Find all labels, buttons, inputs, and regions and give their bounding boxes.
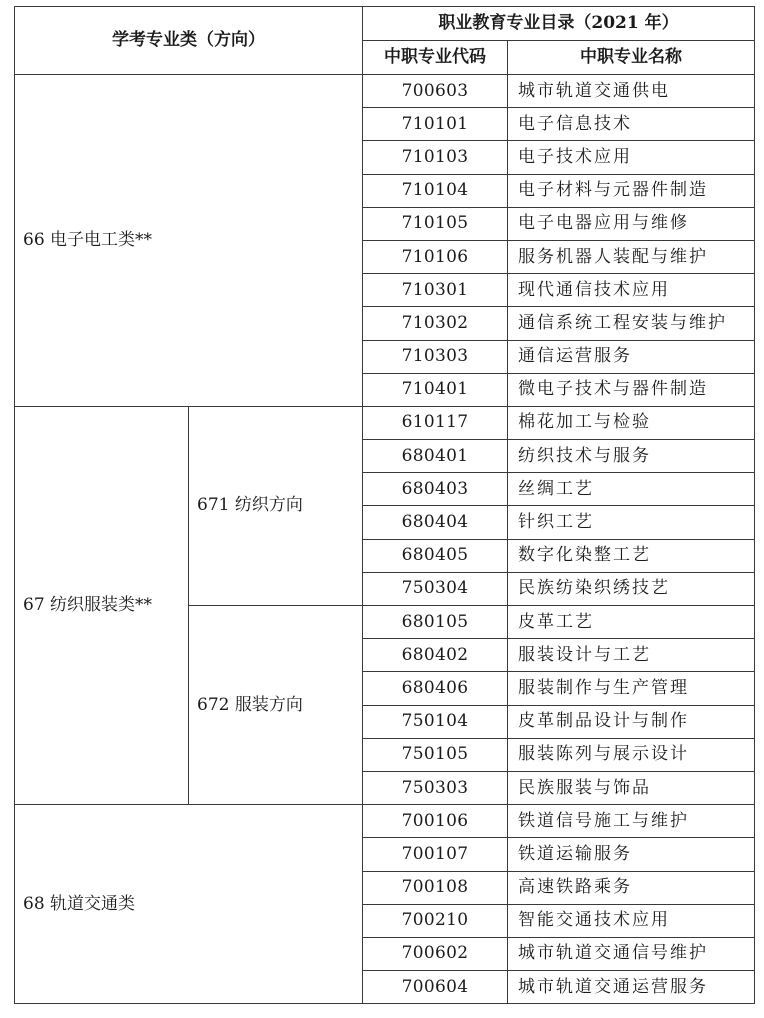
major-code-cell: 680105 — [363, 606, 508, 639]
header-catalog-title: 职业教育专业目录（2021 年） — [363, 7, 755, 41]
major-code-cell: 680405 — [363, 539, 508, 572]
major-name-cell: 民族纺染织绣技艺 — [508, 572, 755, 605]
major-name-cell: 通信系统工程安装与维护 — [508, 307, 755, 340]
major-name-cell: 服装陈列与展示设计 — [508, 738, 755, 771]
major-name-cell: 铁道运输服务 — [508, 838, 755, 871]
major-name-cell: 服务机器人装配与维护 — [508, 240, 755, 273]
major-name-cell: 针织工艺 — [508, 506, 755, 539]
major-code-cell: 680404 — [363, 506, 508, 539]
major-catalog-table — [14, 6, 755, 1004]
major-code-cell: 700108 — [363, 871, 508, 904]
major-name-cell: 高速铁路乘务 — [508, 871, 755, 904]
direction-cell: 671 纺织方向 — [189, 406, 363, 605]
major-name-cell: 纺织技术与服务 — [508, 440, 755, 473]
major-name-cell: 民族服装与饰品 — [508, 771, 755, 804]
major-name-cell: 城市轨道交通运营服务 — [508, 971, 755, 1004]
major-code-cell: 700210 — [363, 904, 508, 937]
major-code-cell: 710101 — [363, 108, 508, 141]
major-name-cell: 电子信息技术 — [508, 108, 755, 141]
direction-cell: 672 服装方向 — [189, 606, 363, 805]
header-name-column: 中职专业名称 — [508, 41, 755, 75]
major-name-cell: 通信运营服务 — [508, 340, 755, 373]
category-cell: 68 轨道交通类 — [15, 805, 363, 1004]
major-name-cell: 皮革工艺 — [508, 606, 755, 639]
major-code-cell: 710104 — [363, 174, 508, 207]
major-code-cell: 680406 — [363, 672, 508, 705]
major-code-cell: 700602 — [363, 937, 508, 970]
major-code-cell: 710103 — [363, 141, 508, 174]
major-name-cell: 城市轨道交通供电 — [508, 75, 755, 108]
major-name-cell: 服装设计与工艺 — [508, 639, 755, 672]
major-code-cell: 750105 — [363, 738, 508, 771]
major-code-cell: 710302 — [363, 307, 508, 340]
major-name-cell: 丝绸工艺 — [508, 473, 755, 506]
major-code-cell: 700604 — [363, 971, 508, 1004]
table-row — [15, 406, 755, 439]
major-name-cell: 数字化染整工艺 — [508, 539, 755, 572]
header-row-top — [15, 7, 755, 41]
major-code-cell: 680401 — [363, 440, 508, 473]
major-code-cell: 710401 — [363, 373, 508, 406]
major-name-cell: 微电子技术与器件制造 — [508, 373, 755, 406]
major-code-cell: 680402 — [363, 639, 508, 672]
major-name-cell: 铁道信号施工与维护 — [508, 805, 755, 838]
major-name-cell: 棉花加工与检验 — [508, 406, 755, 439]
major-code-cell: 680403 — [363, 473, 508, 506]
table-body — [15, 7, 755, 1004]
major-code-cell: 700107 — [363, 838, 508, 871]
major-code-cell: 710303 — [363, 340, 508, 373]
major-code-cell: 710106 — [363, 240, 508, 273]
major-code-cell: 700106 — [363, 805, 508, 838]
header-subject-category: 学考专业类（方向） — [15, 7, 363, 75]
header-code-column: 中职专业代码 — [363, 41, 508, 75]
major-name-cell: 服装制作与生产管理 — [508, 672, 755, 705]
major-name-cell: 电子技术应用 — [508, 141, 755, 174]
major-code-cell: 710301 — [363, 274, 508, 307]
major-code-cell: 610117 — [363, 406, 508, 439]
major-code-cell: 750304 — [363, 572, 508, 605]
major-name-cell: 城市轨道交通信号维护 — [508, 937, 755, 970]
table-row — [15, 805, 755, 838]
major-code-cell: 750104 — [363, 705, 508, 738]
major-code-cell: 710105 — [363, 207, 508, 240]
major-name-cell: 皮革制品设计与制作 — [508, 705, 755, 738]
category-cell: 66 电子电工类** — [15, 75, 363, 407]
major-name-cell: 现代通信技术应用 — [508, 274, 755, 307]
major-name-cell: 电子电器应用与维修 — [508, 207, 755, 240]
table-row — [15, 75, 755, 108]
major-name-cell: 智能交通技术应用 — [508, 904, 755, 937]
major-code-cell: 750303 — [363, 771, 508, 804]
category-cell: 67 纺织服装类** — [15, 406, 189, 804]
major-code-cell: 700603 — [363, 75, 508, 108]
major-name-cell: 电子材料与元器件制造 — [508, 174, 755, 207]
